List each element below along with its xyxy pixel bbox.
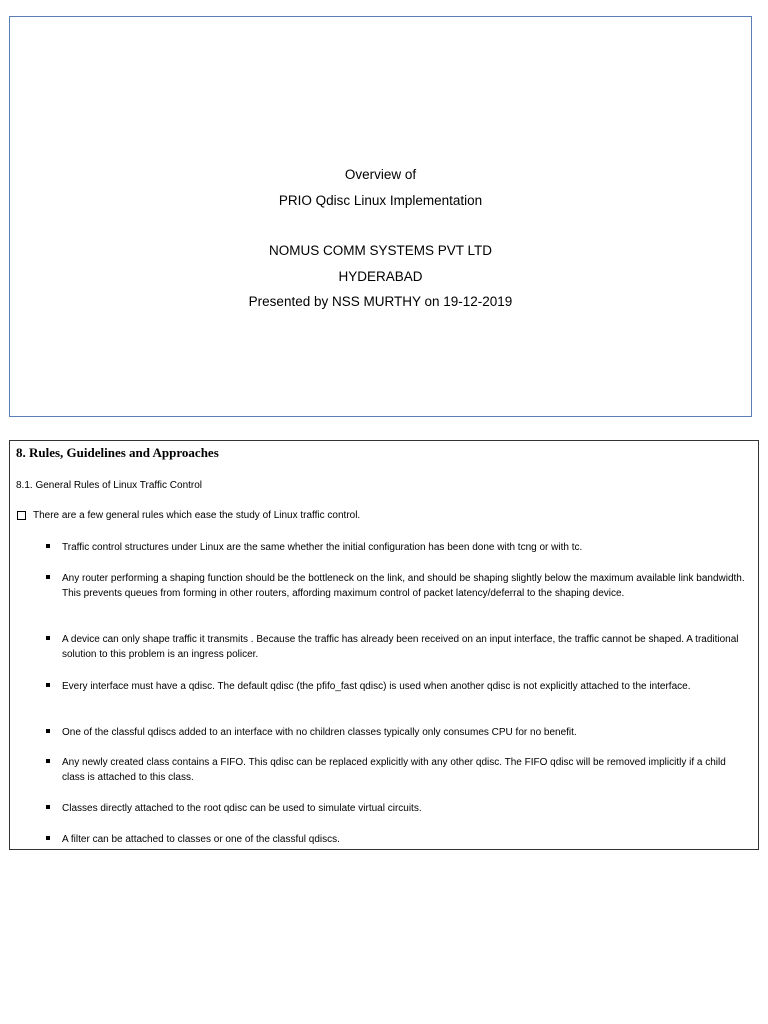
bullet-item: Any router performing a shaping function should be the bottleneck on the link, and should be shaping slightly below the maximum available link bandwidth. This prevents queues from forming in other routers, affording maximum control of packet latency/deferral to the shaping device. bbox=[44, 571, 749, 601]
title-slide bbox=[9, 16, 752, 417]
square-bullet-icon bbox=[46, 729, 50, 733]
bullet-item: One of the classful qdiscs added to an interface with no children classes typically only consumes CPU for no benefit. bbox=[44, 725, 749, 740]
content-slide bbox=[9, 440, 759, 850]
square-bullet-icon bbox=[46, 636, 50, 640]
intro-text: There are a few general rules which ease the study of Linux traffic control. bbox=[33, 510, 361, 521]
section-heading: 8. Rules, Guidelines and Approaches bbox=[16, 445, 219, 460]
square-bullet-icon bbox=[46, 683, 50, 687]
title-line-topic: PRIO Qdisc Linux Implementation bbox=[278, 192, 483, 208]
title-line-overview: Overview of bbox=[344, 167, 417, 182]
title-block bbox=[10, 162, 751, 315]
bullet-item: Any newly created class contains a FIFO. This qdisc can be replaced explicitly with any other qdisc. The FIFO qdisc will be removed implicitly if a child class is attached to this class. bbox=[44, 755, 749, 785]
bullet-item: A filter can be attached to classes or one of the classful qdiscs. bbox=[44, 832, 749, 847]
bullet-item: A device can only shape traffic it transmits . Because the traffic has already been received on an input interface, the traffic cannot be shaped. A traditional solution to this problem is an ingress policer. bbox=[44, 632, 749, 662]
title-line-company: NOMUS COMM SYSTEMS PVT LTD bbox=[268, 243, 493, 258]
bullet-item: Every interface must have a qdisc. The default qdisc (the pfifo_fast qdisc) is used when another qdisc is not explicitly attached to the interface. bbox=[44, 679, 749, 694]
square-bullet-icon bbox=[46, 836, 50, 840]
square-bullet-icon bbox=[46, 805, 50, 809]
subsection-heading: 8.1. General Rules of Linux Traffic Control bbox=[16, 480, 203, 491]
bullet-list bbox=[10, 441, 758, 849]
square-bullet-icon bbox=[46, 544, 50, 548]
square-bullet-icon bbox=[46, 759, 50, 763]
bullet-item: Traffic control structures under Linux are the same whether the initial configuration has been done with tcng or with tc. bbox=[44, 540, 749, 555]
square-bullet-icon bbox=[46, 575, 50, 579]
bullet-item: Classes directly attached to the root qdisc can be used to simulate virtual circuits. bbox=[44, 801, 749, 816]
title-line-presenter: Presented by NSS MURTHY on 19-12-2019 bbox=[248, 294, 513, 309]
title-line-city: HYDERABAD bbox=[338, 268, 423, 284]
